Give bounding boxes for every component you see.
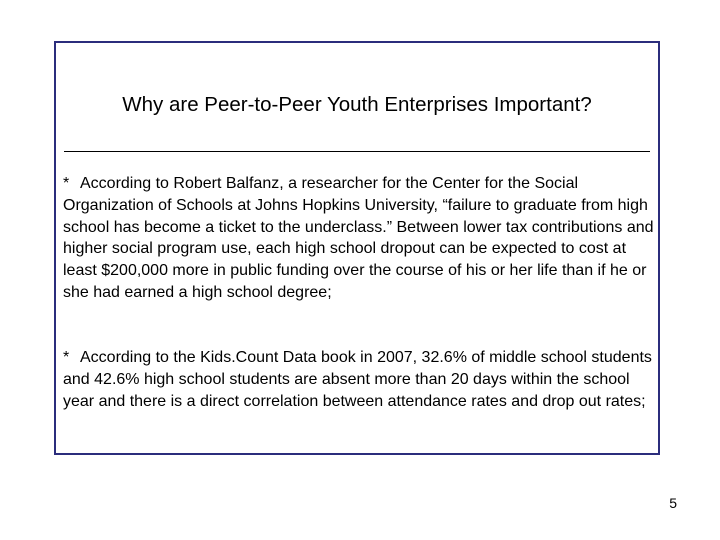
bullet-text: According to the Kids.Count Data book in 2007, 32.6% of middle school students and 42.6% high school students are absent more than 20 days within the school year and there is a direct correlation between attendance rates and drop out rates;: [63, 349, 652, 410]
bullet-marker: *: [63, 175, 70, 192]
page-number: 5: [669, 495, 677, 511]
slide-title: Why are Peer-to-Peer Youth Enterprises Important?: [122, 93, 592, 116]
bullet-item-balfanz: [63, 173, 657, 304]
slide-frame: [54, 41, 660, 455]
bullet-item-kidscount: [63, 347, 657, 412]
title-divider: [64, 151, 650, 152]
bullet-text: According to Robert Balfanz, a researcher for the Center for the Social Organization of Schools at Johns Hopkins University, “failure to graduate from high school has become a ticket to the underclass.” Between lower tax contributions and higher social program use, each high school dropout can be expected to cost at least $200,000 more in public funding over the course of his or her life than if he or she had earned a high school degree;: [63, 175, 654, 301]
bullet-marker: *: [63, 349, 70, 366]
